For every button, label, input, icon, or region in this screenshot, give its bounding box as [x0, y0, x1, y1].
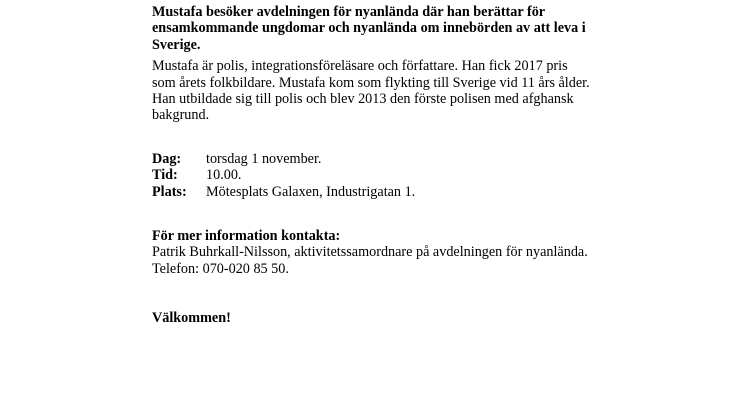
detail-row-time — [152, 167, 632, 183]
contact-person: Patrik Buhrkall-Nilsson, aktivitetssamordnare på avdelningen för nyanlända. — [152, 244, 588, 261]
welcome-text: Välkommen! — [152, 310, 231, 327]
intro-line: Han utbildade sig till polis och blev 2013 den förste polisen med afghansk — [152, 91, 574, 108]
intro-line: bakgrund. — [152, 107, 210, 124]
event-details — [152, 151, 632, 200]
article-intro — [152, 58, 632, 124]
article-heading: Mustafa besöker avdelningen för nyanlända där han berättar för ensamkommande ungdomar och nyanlända om innebörden av att leva i Sverige. — [152, 4, 586, 53]
contact-heading: För mer information kontakta: — [152, 228, 341, 245]
detail-row-place — [152, 184, 632, 200]
time-label: Tid: — [152, 167, 178, 184]
place-value: Mötesplats Galaxen, Industrigatan 1. — [206, 183, 416, 200]
time-value: 10.00. — [206, 167, 242, 184]
contact-section — [152, 228, 632, 277]
contact-phone: Telefon: 070-020 85 50. — [152, 260, 289, 277]
place-label: Plats: — [152, 183, 187, 200]
day-value: torsdag 1 november. — [206, 150, 322, 167]
day-label: Dag: — [152, 150, 182, 167]
detail-row-day — [152, 151, 632, 167]
document-content — [152, 4, 632, 327]
intro-line: som årets folkbildare. Mustafa kom som flykting till Sverige vid 11 års ålder. — [152, 74, 590, 91]
intro-line: Mustafa är polis, integrationsföreläsare och författare. Han fick 2017 pris — [152, 58, 568, 75]
